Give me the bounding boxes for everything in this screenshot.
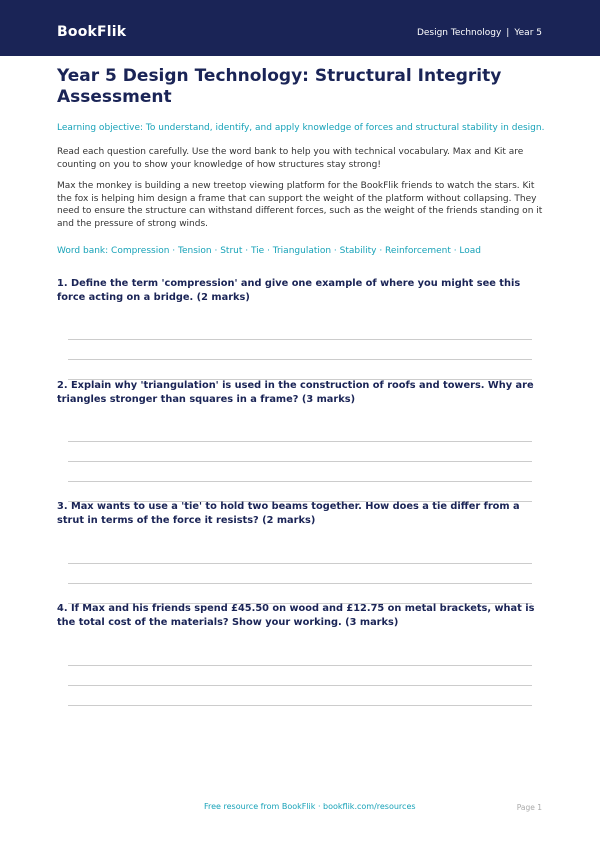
question-3: 3. Max wants to use a 'tie' to hold two beams together. How does a tie differ from a strut in terms of the force it resists? (2 marks) [57, 501, 520, 526]
footer-link[interactable]: Free resource from BookFlik · bookflik.com/resources [204, 802, 416, 811]
header-separator: | [506, 28, 510, 38]
brand-logo[interactable]: BookFlik [57, 24, 127, 40]
year-label: Year 5 [514, 28, 542, 38]
answer-line[interactable] [68, 441, 532, 442]
answer-line[interactable] [68, 705, 532, 706]
answer-line[interactable] [68, 481, 532, 482]
subject-label: Design Technology [416, 28, 502, 38]
answer-line[interactable] [68, 359, 532, 360]
scenario-paragraph: Max the monkey is building a new treetop viewing platform for the BookFlik friends to watch the stars. Kit the fox is helping him design a frame that can support the weight of the platform without collapsing. They need to ensure the structure can withstand different forces, such as the weight of the friends standing on it and the pressure of strong winds. [57, 181, 543, 229]
header-meta [417, 28, 542, 38]
answer-line[interactable] [68, 339, 532, 340]
page-title: Year 5 Design Technology: Structural Integrity Assessment [57, 66, 502, 107]
question-2: 2. Explain why 'triangulation' is used in the construction of roofs and towers. Why are triangles stronger than squares in a frame? (3 marks) [57, 380, 534, 405]
word-bank: Word bank: Compression · Tension · Strut · Tie · Triangulation · Stability · Reinforcement · Load [57, 246, 482, 256]
header-bar [0, 0, 600, 56]
instructions-paragraph: Read each question carefully. Use the word bank to help you with technical vocabulary. Max and Kit are counting on you to show your knowledge of how structures stay strong! [57, 147, 524, 170]
answer-line[interactable] [68, 563, 532, 564]
answer-line[interactable] [68, 461, 532, 462]
question-1: 1. Define the term 'compression' and give one example of where you might see this force acting on a bridge. (2 marks) [57, 278, 521, 303]
answer-line[interactable] [68, 583, 532, 584]
page-number: Page 1 [516, 803, 542, 812]
answer-line[interactable] [68, 665, 532, 666]
learning-objective: Learning objective: To understand, identify, and apply knowledge of forces and structural stability in design. [57, 123, 545, 133]
answer-line[interactable] [68, 685, 532, 686]
question-4: 4. If Max and his friends spend £45.50 on wood and £12.75 on metal brackets, what is the total cost of the materials? Show your working. (3 marks) [57, 603, 535, 628]
